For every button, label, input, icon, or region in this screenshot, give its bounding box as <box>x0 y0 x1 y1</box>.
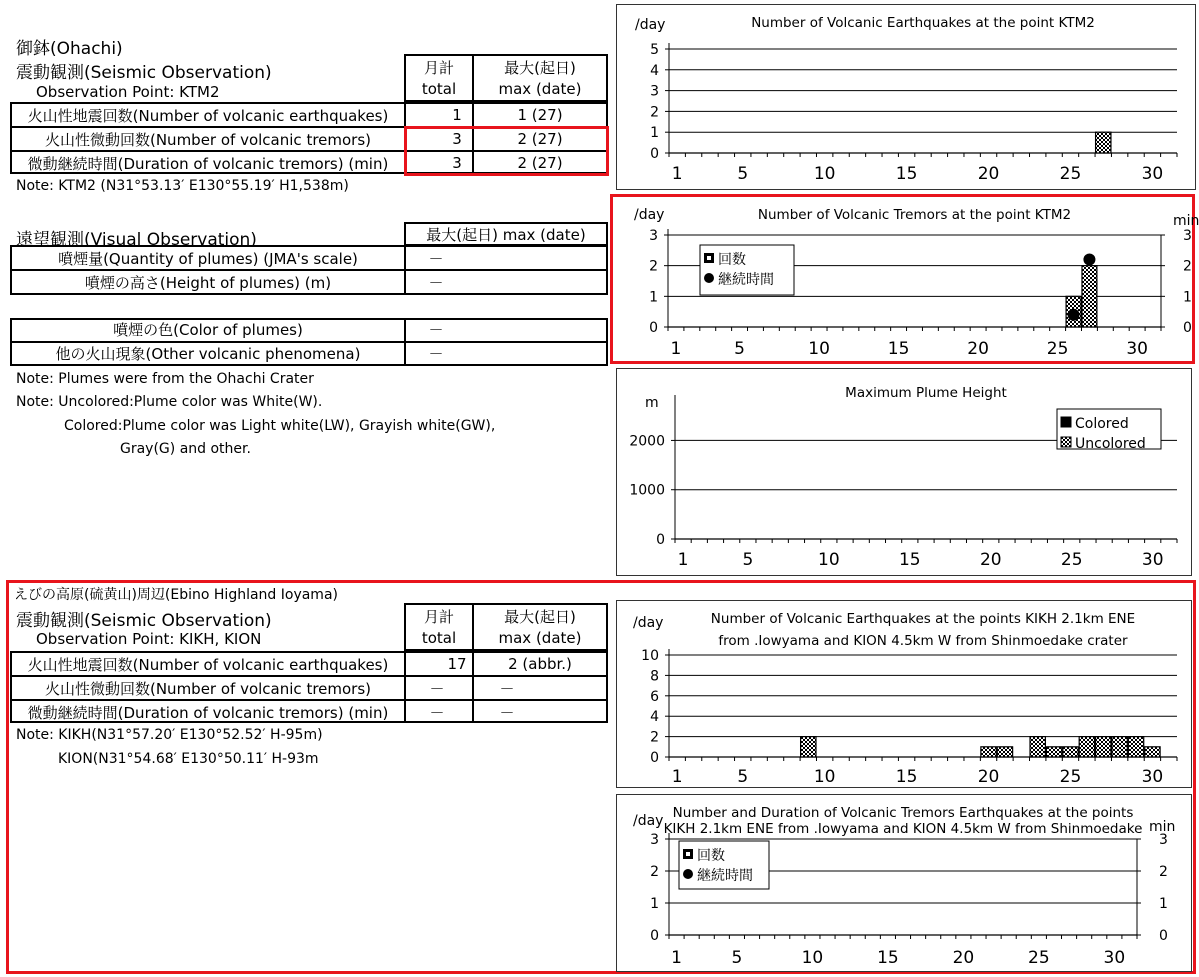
bar <box>1030 737 1045 757</box>
y-axis-label: /day <box>635 17 666 33</box>
y2-tick-label: 0 <box>1159 928 1168 944</box>
x-tick-label: 10 <box>801 948 824 968</box>
x-tick-label: 25 <box>1046 339 1069 359</box>
visual-note: Note: Plumes were from the Ohachi Crater <box>16 371 314 387</box>
y-tick-label: 4 <box>650 62 659 79</box>
bar <box>1096 132 1111 153</box>
chart-subtitle: KIKH 2.1km ENE from .Iowyama and KION 4.5km W from Shinmoedake <box>663 821 1143 837</box>
y-axis-label: /day <box>633 615 664 631</box>
chart-ebino-tremors-svg <box>617 795 1191 971</box>
x-tick-label: 25 <box>1028 948 1050 968</box>
duration-dot <box>1068 309 1080 321</box>
table-row-label: 火山性微動回数(Number of volcanic tremors) <box>44 130 372 149</box>
chart-title: Number of Volcanic Earthquakes at the points KIKH 2.1km ENE <box>710 611 1136 627</box>
y-tick-label: 1 <box>650 896 659 912</box>
table-row-value: － <box>428 273 444 292</box>
x-tick-label: 20 <box>979 550 1002 570</box>
ohachi-seismic-heading: 震動観測(Seismic Observation) <box>16 63 272 83</box>
y-tick-label: 0 <box>656 532 665 548</box>
y2-tick-label: 2 <box>1159 864 1168 880</box>
x-tick-label: 5 <box>737 164 749 184</box>
y-tick-label: 1000 <box>629 482 665 499</box>
visual-note: Gray(G) and other. <box>120 441 251 457</box>
chart-ebino-earthquakes <box>616 600 1192 788</box>
bar <box>1046 747 1061 757</box>
col-max-jp: 最大(起日) <box>504 58 576 77</box>
y-tick-label: 8 <box>650 668 659 685</box>
y-tick-label: 1 <box>650 125 659 142</box>
y-tick-label: 5 <box>650 42 659 58</box>
bar <box>1128 737 1143 757</box>
table-row-max: 2 (abbr.) <box>508 655 572 673</box>
chart-ktm2-tremors <box>616 199 1199 359</box>
chart-title: Number of Volcanic Earthquakes at the point KTM2 <box>751 15 1095 31</box>
chart-title: Maximum Plume Height <box>845 385 1007 401</box>
y-tick-label: 0 <box>649 320 658 336</box>
y-tick-label: 2 <box>650 729 659 746</box>
x-tick-label: 30 <box>1141 550 1164 570</box>
y2-tick-label: 0 <box>1183 320 1192 336</box>
legend-label: Colored <box>1075 416 1129 432</box>
y-tick-label: 2 <box>649 258 658 275</box>
x-tick-label: 10 <box>808 339 830 359</box>
chart-ktm2-earthquakes-svg <box>617 5 1195 189</box>
x-tick-label: 25 <box>1060 550 1083 570</box>
bar <box>801 737 816 757</box>
x-tick-label: 15 <box>887 339 910 359</box>
chart-ebino-tremors <box>616 794 1192 972</box>
y-tick-label: 2000 <box>629 433 665 450</box>
y2-axis-label: min <box>1173 213 1199 229</box>
y-tick-label: 6 <box>650 688 659 705</box>
legend-bar-swatch-inner <box>686 852 690 856</box>
bar <box>997 747 1012 757</box>
table-row-value: － <box>428 321 444 339</box>
table-row-label: 火山性地震回数(Number of volcanic earthquakes) <box>27 106 389 125</box>
y-tick-label: 2 <box>650 104 659 121</box>
y-tick-label: 10 <box>641 648 659 664</box>
table-row-max: 2 (27) <box>517 130 563 148</box>
ebino-title: えびの高原(硫黄山)周辺(Ebino Highland Ioyama) <box>14 587 338 603</box>
legend-dot <box>683 869 693 879</box>
x-tick-label: 25 <box>1059 767 1082 787</box>
ohachi-observation-point: Observation Point: KTM2 <box>36 83 220 101</box>
legend-swatch <box>1061 417 1071 427</box>
chart-plume-height-svg <box>617 369 1191 575</box>
legend-dot <box>704 273 714 283</box>
table-row-label: 微動継続時間(Duration of volcanic tremors) (min) <box>27 154 389 173</box>
ebino-note: Note: KIKH(N31°57.20′ E130°52.52′ H-95m) <box>16 727 323 743</box>
y-tick-label: 2 <box>650 864 659 880</box>
table-row-value: － <box>428 249 444 268</box>
x-tick-label: 1 <box>671 767 683 787</box>
x-tick-label: 1 <box>677 550 689 570</box>
x-tick-label: 5 <box>731 948 743 968</box>
y-tick-label: 3 <box>649 228 658 244</box>
y2-tick-label: 3 <box>1159 832 1168 848</box>
y2-tick-label: 2 <box>1183 258 1192 275</box>
table-row-label: 噴煙量(Quantity of plumes) (JMA's scale) <box>58 249 358 268</box>
table-row-label: 微動継続時間(Duration of volcanic tremors) (min) <box>27 703 389 722</box>
y-tick-label: 3 <box>650 832 659 848</box>
visual-note: Note: Uncolored:Plume color was White(W). <box>16 394 323 410</box>
x-tick-label: 5 <box>737 767 749 787</box>
x-tick-label: 10 <box>818 550 840 570</box>
chart-ktm2-tremors-svg <box>616 199 1199 359</box>
bar <box>1112 737 1127 757</box>
col-max-en: max (date) <box>498 80 582 98</box>
x-tick-label: 5 <box>742 550 754 570</box>
bar <box>981 747 996 757</box>
x-tick-label: 15 <box>877 948 899 968</box>
table-row-label: 噴煙の色(Color of plumes) <box>113 321 303 339</box>
bar <box>1079 737 1094 757</box>
x-tick-label: 20 <box>967 339 989 359</box>
table-row-label: 火山性地震回数(Number of volcanic earthquakes) <box>27 655 389 674</box>
col-max-en: max (date) <box>498 629 582 647</box>
ohachi-title: 御鉢(Ohachi) <box>16 39 123 59</box>
y-axis-label: m <box>645 395 659 411</box>
table-row-max: － <box>499 703 515 722</box>
table-row-label: 他の火山現象(Other volcanic phenomena) <box>55 344 361 363</box>
visual-col-max: 最大(起日) max (date) <box>426 225 586 244</box>
legend-label: Uncolored <box>1075 436 1146 452</box>
y-tick-label: 0 <box>650 750 659 766</box>
legend-label: 継続時間 <box>718 272 774 288</box>
y-tick-label: 4 <box>650 709 659 726</box>
table-row-label: 火山性微動回数(Number of volcanic tremors) <box>44 679 372 698</box>
legend-label: 回数 <box>697 848 725 864</box>
x-tick-label: 30 <box>1103 948 1126 968</box>
bar <box>1096 737 1111 757</box>
chart-title: Number and Duration of Volcanic Tremors Earthquakes at the points <box>672 805 1134 821</box>
y2-tick-label: 1 <box>1183 289 1192 306</box>
x-tick-label: 15 <box>898 550 921 570</box>
col-total-en: total <box>421 80 457 98</box>
legend-swatch <box>1061 437 1071 447</box>
chart-subtitle: from .Iowyama and KION 4.5km W from Shinmoedake crater <box>718 633 1128 649</box>
col-total-en: total <box>421 629 457 647</box>
y2-axis-label: min <box>1149 819 1176 835</box>
col-max-jp: 最大(起日) <box>504 607 576 626</box>
table-row-value: － <box>428 344 444 363</box>
legend-label: 継続時間 <box>697 868 753 884</box>
table-row-total: 1 <box>452 106 462 124</box>
ebino-seismic-heading: 震動観測(Seismic Observation) <box>16 611 272 631</box>
x-tick-label: 30 <box>1141 767 1164 787</box>
x-tick-label: 15 <box>895 767 918 787</box>
table-row-total: 3 <box>452 154 462 172</box>
y-axis-label: /day <box>634 207 665 223</box>
visual-note: Colored:Plume color was Light white(LW), Grayish white(GW), <box>64 418 496 434</box>
x-tick-label: 20 <box>977 164 1000 184</box>
x-tick-label: 10 <box>813 767 836 787</box>
x-tick-label: 1 <box>671 164 683 184</box>
chart-ebino-earthquakes-svg <box>617 601 1191 787</box>
x-tick-label: 20 <box>952 948 975 968</box>
x-tick-label: 1 <box>670 339 682 359</box>
chart-plume-height <box>616 368 1192 576</box>
table-row-total: 3 <box>452 130 462 148</box>
x-tick-label: 30 <box>1141 164 1164 184</box>
table-row-max: 1 (27) <box>517 106 563 124</box>
y-axis-label: /day <box>633 813 664 829</box>
chart-title: Number of Volcanic Tremors at the point KTM2 <box>757 207 1072 223</box>
ohachi-visual-heading: 遠望観測(Visual Observation) <box>16 230 257 250</box>
tremor-highlight-box <box>404 126 609 176</box>
ohachi-seismic-note: Note: KTM2 (N31°53.13′ E130°55.19′ H1,538m) <box>16 178 349 194</box>
y-tick-label: 0 <box>650 146 659 162</box>
x-tick-label: 15 <box>895 164 918 184</box>
y-tick-label: 1 <box>649 289 658 306</box>
col-total-jp: 月計 <box>423 607 454 626</box>
x-tick-label: 30 <box>1126 339 1148 359</box>
table-row-total: － <box>429 679 445 698</box>
bar <box>1063 747 1078 757</box>
col-total-jp: 月計 <box>423 58 454 77</box>
y2-tick-label: 1 <box>1159 896 1168 912</box>
y-tick-label: 3 <box>650 83 659 100</box>
chart-ktm2-earthquakes <box>616 4 1196 190</box>
bar <box>1145 747 1160 757</box>
duration-dot <box>1083 254 1095 266</box>
x-tick-label: 10 <box>813 164 836 184</box>
x-tick-label: 20 <box>977 767 1000 787</box>
y-tick-label: 0 <box>650 928 659 944</box>
ebino-observation-point: Observation Point: KIKH, KION <box>36 630 262 648</box>
table-row-label: 噴煙の高さ(Height of plumes) (m) <box>84 273 332 292</box>
y2-tick-label: 3 <box>1183 228 1192 244</box>
x-tick-label: 5 <box>734 339 745 359</box>
x-tick-label: 25 <box>1059 164 1082 184</box>
table-row-total: 17 <box>447 655 467 673</box>
table-row-max: － <box>499 679 515 698</box>
legend-bar-swatch-inner <box>707 256 711 260</box>
table-row-max: 2 (27) <box>517 154 563 172</box>
bar <box>1082 266 1097 327</box>
x-tick-label: 1 <box>671 948 682 968</box>
legend-label: 回数 <box>718 252 746 268</box>
ebino-note: KION(N31°54.68′ E130°50.11′ H-93m <box>58 751 319 767</box>
table-row-total: － <box>429 703 445 722</box>
